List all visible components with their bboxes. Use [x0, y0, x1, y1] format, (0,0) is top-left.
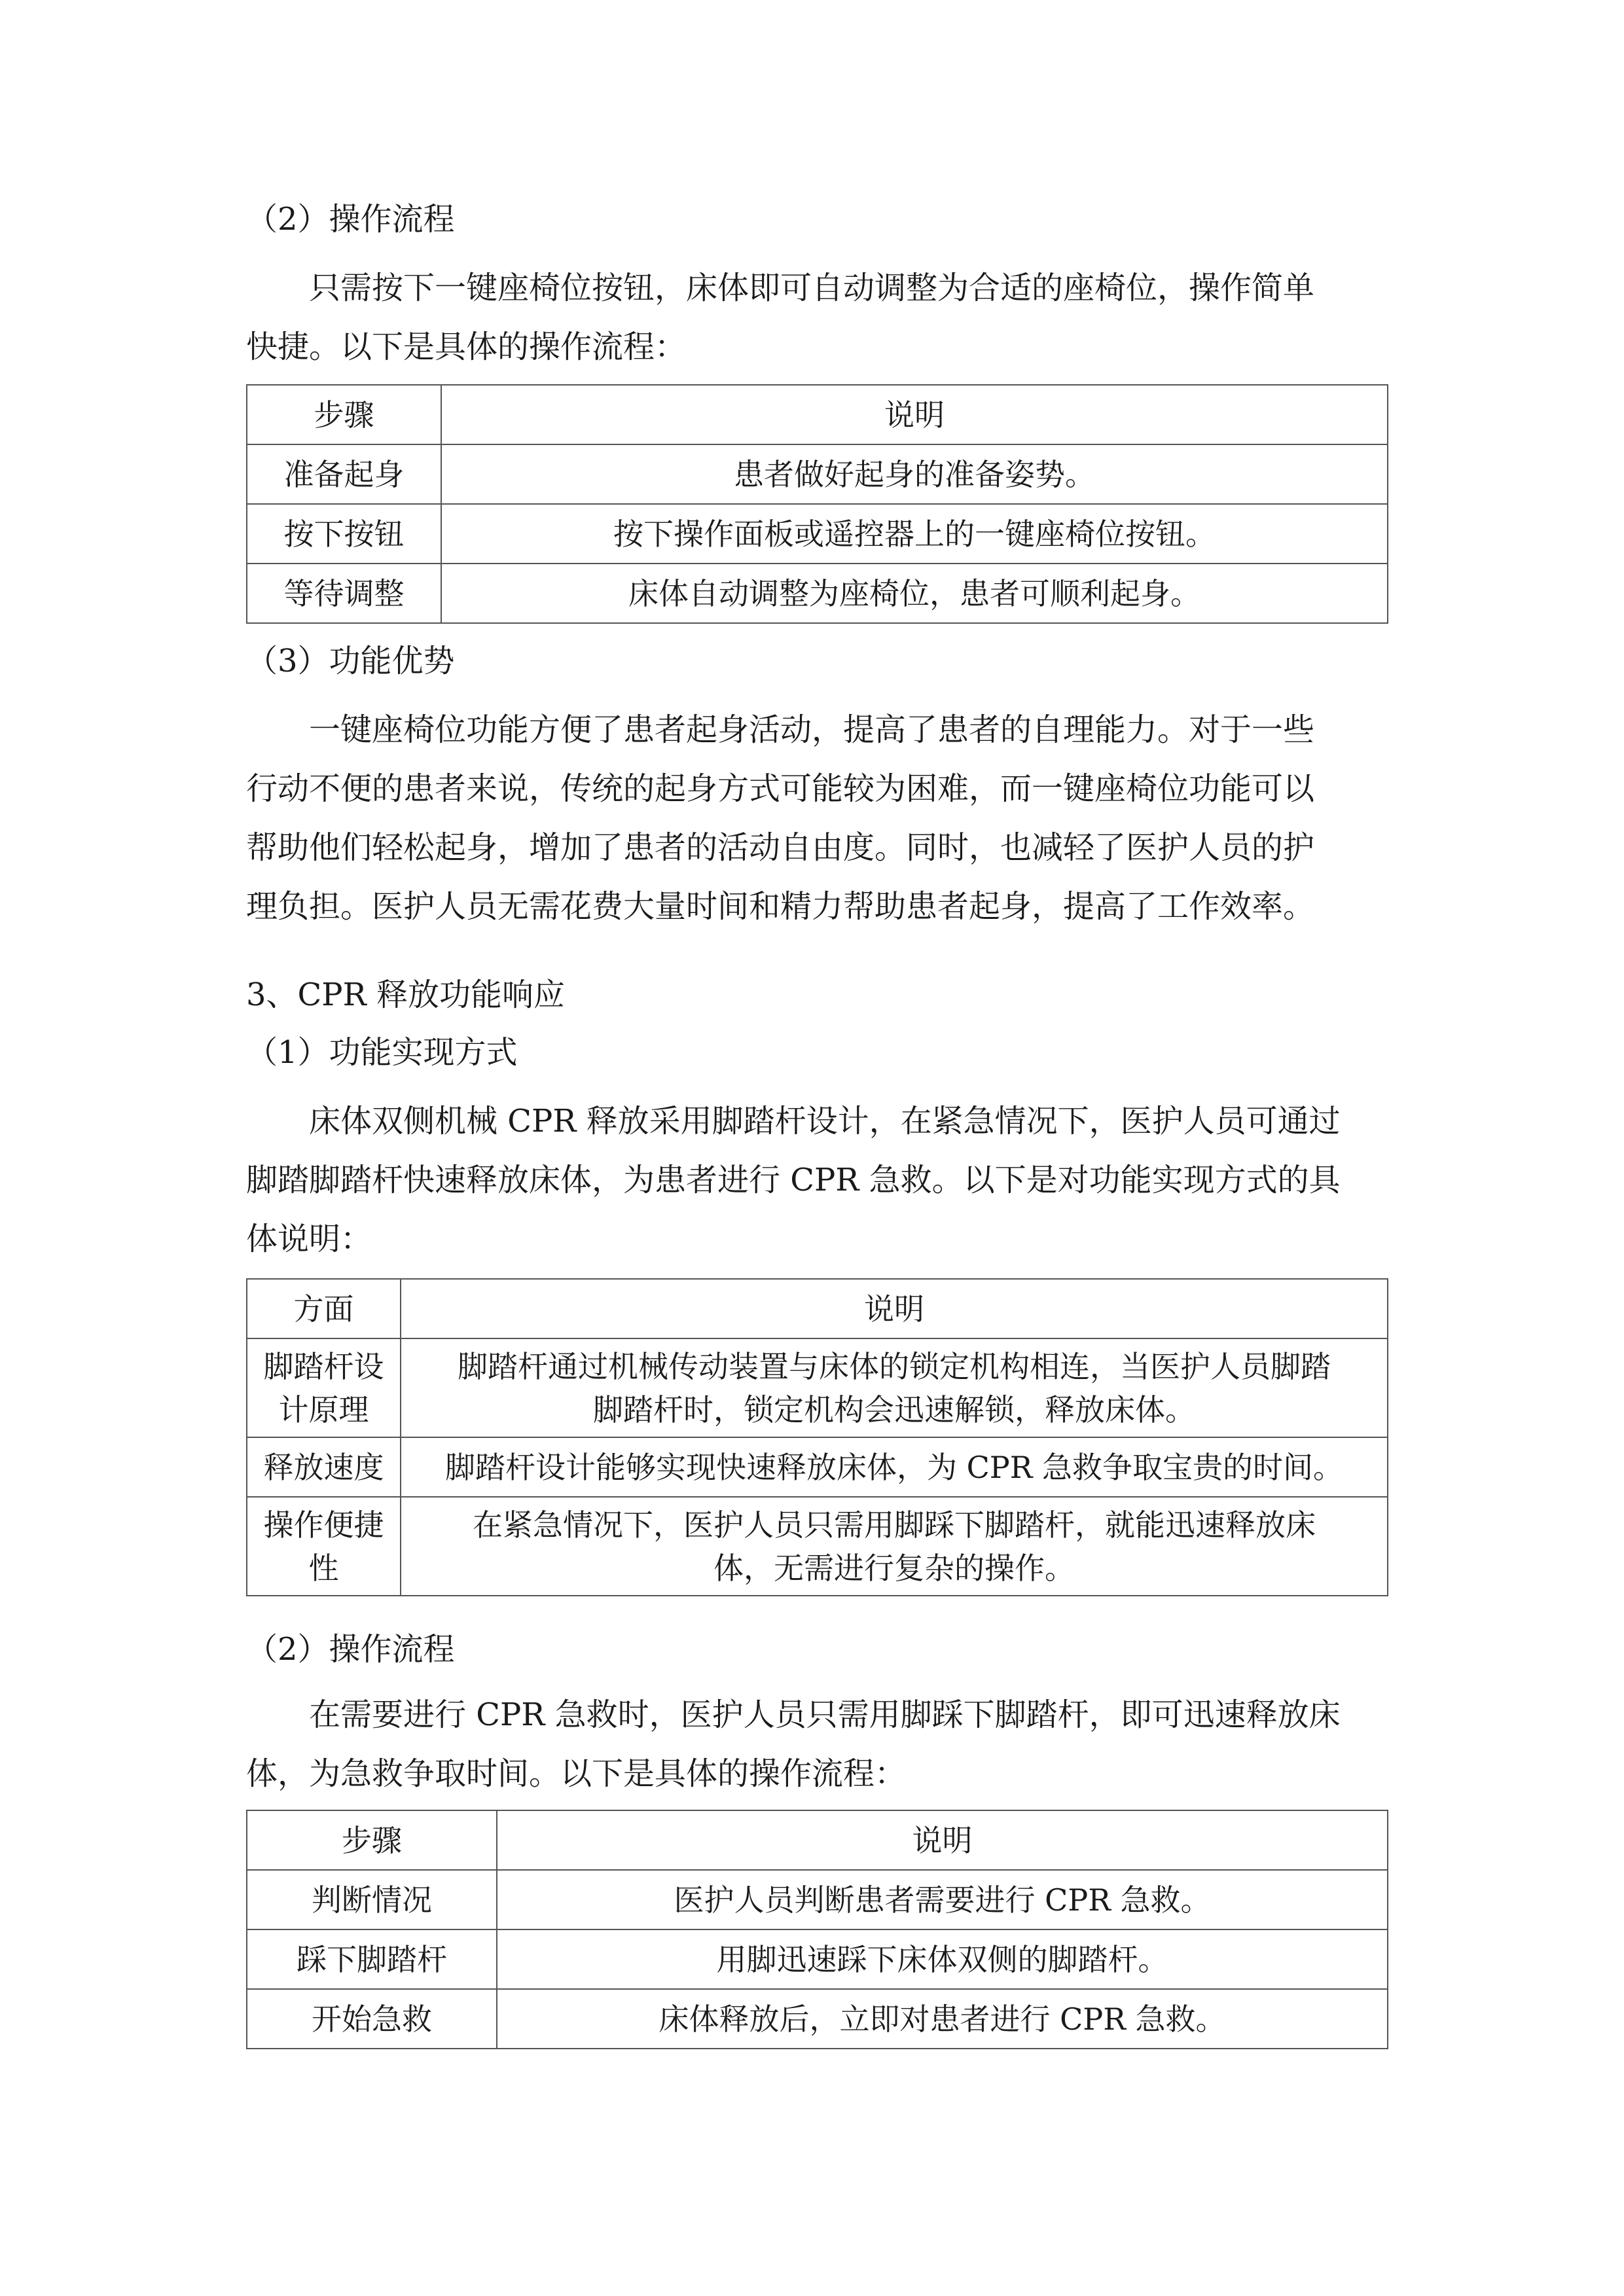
table-header-row — [247, 1810, 1388, 1870]
cell-line: 体，无需进行复杂的操作。 — [713, 1550, 1075, 1586]
table-cell: 患者做好起身的准备姿势。 — [441, 444, 1388, 504]
table-cell — [401, 1338, 1388, 1437]
paragraph-line: 体，为急救争取时间。以下是具体的操作流程： — [246, 1755, 907, 1792]
table-header-row — [247, 385, 1388, 444]
paragraph-line: 体说明： — [246, 1221, 372, 1257]
table-row — [247, 444, 1388, 504]
section-heading-cpr: 3、CPR 释放功能响应 — [246, 977, 565, 1013]
paragraph-advantages — [246, 700, 1388, 936]
table-cell: 按下按钮 — [247, 504, 441, 564]
table-cell: 按下操作面板或遥控器上的一键座椅位按钮。 — [441, 504, 1388, 564]
section-heading-operation-flow: （2）操作流程 — [246, 201, 455, 238]
table-row — [247, 1870, 1388, 1929]
table-cell — [247, 1497, 401, 1596]
table-header-cell: 说明 — [401, 1279, 1388, 1338]
table-cell: 用脚迅速踩下床体双侧的脚踏杆。 — [497, 1929, 1388, 1989]
paragraph-line: 快捷。以下是具体的操作流程： — [246, 329, 687, 365]
table-row — [247, 1497, 1388, 1596]
section-heading-cpr-flow: （2）操作流程 — [246, 1631, 455, 1668]
cell-line: 脚踏杆时，锁定机构会迅速解锁，释放床体。 — [593, 1391, 1195, 1427]
cell-line: 在紧急情况下，医护人员只需用脚踩下脚踏杆，就能迅速释放床 — [473, 1507, 1316, 1543]
table-row — [247, 1338, 1388, 1437]
table-cell: 床体释放后，立即对患者进行 CPR 急救。 — [497, 1989, 1388, 2049]
table-cpr-steps — [246, 1810, 1388, 2049]
table-row — [247, 1437, 1388, 1497]
table-cell: 等待调整 — [247, 564, 441, 623]
paragraph-line: 理负担。医护人员无需花费大量时间和精力帮助患者起身，提高了工作效率。 — [246, 888, 1315, 925]
table-cell: 准备起身 — [247, 444, 441, 504]
paragraph-line: 行动不便的患者来说，传统的起身方式可能较为困难，而一键座椅位功能可以 — [246, 770, 1315, 807]
paragraph-line: 床体双侧机械 CPR 释放采用脚踏杆设计，在紧急情况下，医护人员可通过 — [309, 1103, 1341, 1139]
paragraph-line: 在需要进行 CPR 急救时，医护人员只需用脚踩下脚踏杆，即可迅速释放床 — [309, 1696, 1341, 1733]
table-row — [247, 564, 1388, 623]
table-header-cell: 说明 — [441, 385, 1388, 444]
table-cell: 开始急救 — [247, 1989, 497, 2049]
table-row — [247, 1989, 1388, 2049]
table-cpr-aspects — [246, 1278, 1388, 1596]
paragraph-operation-intro — [246, 259, 1388, 376]
paragraph-line: 脚踏脚踏杆快速释放床体，为患者进行 CPR 急救。以下是对功能实现方式的具 — [246, 1162, 1341, 1198]
paragraph-line: 只需按下一键座椅位按钮，床体即可自动调整为合适的座椅位，操作简单 — [309, 270, 1315, 306]
cell-line: 脚踏杆通过机械传动装置与床体的锁定机构相连，当医护人员脚踏 — [458, 1348, 1331, 1384]
table-row — [247, 504, 1388, 564]
table-cell: 医护人员判断患者需要进行 CPR 急救。 — [497, 1870, 1388, 1929]
paragraph-line: 帮助他们轻松起身，增加了患者的活动自由度。同时，也减轻了医护人员的护 — [246, 829, 1315, 866]
table-seat-steps — [246, 384, 1388, 624]
table-cell: 踩下脚踏杆 — [247, 1929, 497, 1989]
table-row — [247, 1929, 1388, 1989]
table-cell — [401, 1437, 1388, 1497]
section-heading-advantages: （3）功能优势 — [246, 643, 455, 679]
table-header-row — [247, 1279, 1388, 1338]
table-cell — [247, 1437, 401, 1497]
table-cell — [247, 1338, 401, 1437]
cell-line: 脚踏杆设 — [263, 1348, 384, 1384]
table-cell: 床体自动调整为座椅位，患者可顺利起身。 — [441, 564, 1388, 623]
table-cell — [401, 1497, 1388, 1596]
paragraph-cpr-intro — [246, 1092, 1388, 1268]
cell-line: 操作便捷 — [263, 1507, 384, 1543]
paragraph-line: 一键座椅位功能方便了患者起身活动，提高了患者的自理能力。对于一些 — [309, 711, 1315, 748]
cell-line: 释放速度 — [263, 1449, 384, 1485]
cell-line: 计原理 — [278, 1391, 369, 1427]
cell-line: 性 — [308, 1550, 339, 1586]
cell-line: 脚踏杆设计能够实现快速释放床体，为 CPR 急救争取宝贵的时间。 — [444, 1449, 1344, 1485]
table-header-cell: 步骤 — [247, 385, 441, 444]
table-header-cell: 说明 — [497, 1810, 1388, 1870]
paragraph-cpr-flow — [246, 1685, 1388, 1803]
section-subheading-implementation: （1）功能实现方式 — [246, 1034, 518, 1071]
table-header-cell: 方面 — [247, 1279, 401, 1338]
table-header-cell: 步骤 — [247, 1810, 497, 1870]
table-cell: 判断情况 — [247, 1870, 497, 1929]
